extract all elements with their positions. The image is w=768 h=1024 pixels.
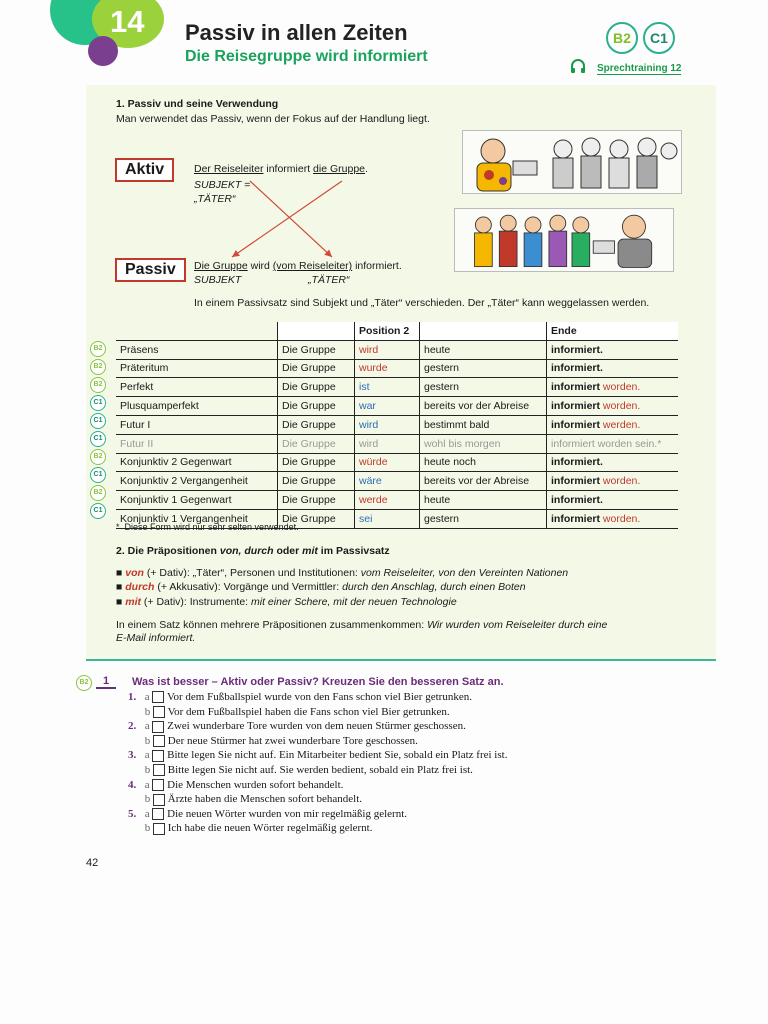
exercise-option-b[interactable]: b Ich habe die neuen Wörter regelmäßig gelernt.: [144, 822, 373, 835]
table-row: [116, 340, 678, 359]
passive-note: In einem Passivsatz sind Subjekt und „Täter“ verschieden. Der „Täter“ kann weggelassen werden.: [194, 297, 650, 309]
end-cell: [547, 359, 679, 378]
end-auxiliary: worden.: [600, 475, 641, 488]
header-position2: Position 2: [355, 322, 420, 340]
checkbox[interactable]: [152, 779, 164, 791]
checkbox[interactable]: [153, 794, 165, 806]
subject-cell: Die Gruppe: [278, 415, 355, 434]
end-cell: [547, 397, 679, 416]
tense-name: Präteritum: [116, 359, 278, 378]
position2-verb: ist: [355, 378, 420, 397]
passiv-role-taeter: „TÄTER“: [308, 274, 350, 286]
level-badge-b2: B2: [606, 22, 638, 54]
end-auxiliary: worden.: [600, 400, 641, 413]
aktiv-role-subject: SUBJEKT =: [194, 179, 251, 191]
tense-name: Konjunktiv 2 Vergangenheit: [116, 472, 278, 491]
end-auxiliary: werden.: [600, 418, 641, 431]
middle-field: bereits vor der Abreise: [420, 472, 547, 491]
subject-cell: Die Gruppe: [278, 491, 355, 510]
tense-name: Plusquamperfekt: [116, 397, 278, 416]
end-cell: [547, 340, 679, 359]
tense-name: Perfekt: [116, 378, 278, 397]
table-row: [116, 397, 678, 416]
aktiv-verb: informiert: [263, 163, 314, 175]
bullet-square-icon: ■: [116, 581, 123, 593]
middle-field: heute: [420, 491, 547, 510]
chapter-number: 14: [110, 4, 145, 39]
illustration-guide-informs-group: [462, 130, 682, 194]
middle-field: bereits vor der Abreise: [420, 397, 547, 416]
checkbox[interactable]: [152, 721, 164, 733]
level-badge: B2: [90, 449, 106, 465]
exercise-number: 1: [96, 675, 116, 689]
participle: informiert: [551, 381, 601, 394]
subject-cell: Die Gruppe: [278, 378, 355, 397]
arrow-object-to-subject: [232, 181, 342, 257]
exercise-option-a[interactable]: 1. a Vor dem Fußballspiel wurde von den Fans schon viel Bier getrunken.: [128, 691, 472, 703]
level-badge: B2: [90, 377, 106, 393]
passiv-subject: Die Gruppe: [194, 260, 248, 272]
page-title: Passiv in allen Zeiten: [185, 20, 408, 45]
end-cell: [547, 453, 679, 472]
table-row: [116, 491, 678, 510]
subject-cell: Die Gruppe: [278, 359, 355, 378]
middle-field: wohl bis morgen: [420, 434, 547, 453]
end-auxiliary: worden.: [600, 512, 641, 525]
passiv-role-subject: SUBJEKT: [194, 274, 242, 286]
level-badge: B2: [90, 485, 106, 501]
checkbox[interactable]: [152, 691, 164, 703]
aktiv-period: .: [365, 163, 368, 175]
audio-track-link[interactable]: Sprechtraining 12: [597, 63, 682, 74]
level-badge-c1: C1: [643, 22, 675, 54]
level-badge: C1: [90, 503, 106, 519]
passiv-agent: (vom Reiseleiter): [272, 260, 353, 272]
checkbox[interactable]: [153, 706, 165, 718]
checkbox[interactable]: [152, 808, 164, 820]
middle-field: bestimmt bald: [420, 415, 547, 434]
table-row: [116, 434, 678, 453]
checkbox[interactable]: [153, 823, 165, 835]
end-auxiliary: worden.: [600, 381, 641, 394]
exercise-instruction: Was ist besser – Aktiv oder Passiv? Kreuzen Sie den besseren Satz an.: [132, 676, 504, 688]
participle: informiert.: [551, 362, 603, 375]
subject-cell: Die Gruppe: [278, 434, 355, 453]
position2-verb: wird: [355, 434, 420, 453]
section2-closing-line1: In einem Satz können mehrere Präpositionen zusammenkommen: Wir wurden vom Reiseleiter durch eine: [116, 619, 608, 631]
participle: informiert: [551, 475, 601, 488]
exercise-level-badge: B2: [76, 675, 92, 691]
position2-verb: wurde: [355, 359, 420, 378]
level-badge: C1: [90, 431, 106, 447]
aktiv-object: die Gruppe: [313, 163, 365, 175]
exercise-option-a[interactable]: 2. a Zwei wunderbare Tore wurden von dem neuen Stürmer geschossen.: [128, 720, 466, 733]
arrow-subject-to-agent: [250, 181, 332, 257]
participle: informiert worden sein.*: [551, 437, 662, 450]
position2-verb: wird: [355, 340, 420, 359]
exercise-list: [128, 690, 507, 836]
exercise-option-a[interactable]: 5. a Die neuen Wörter wurden von mir regelmäßig gelernt.: [128, 807, 408, 820]
end-cell: [547, 472, 679, 491]
table-footnote: [116, 522, 299, 532]
position2-verb: wäre: [355, 472, 420, 491]
table-row: [116, 472, 678, 491]
end-cell: [547, 509, 679, 528]
passiv-sentence: [194, 260, 402, 272]
exercise-option-b[interactable]: b Der neue Stürmer hat zwei wunderbare Tore geschossen.: [144, 734, 418, 747]
participle: informiert: [551, 400, 601, 413]
section2-closing-line2: E-Mail informiert.: [116, 632, 196, 644]
middle-field: gestern: [420, 378, 547, 397]
exercise-option-b[interactable]: b Bitte legen Sie nicht auf. Sie werden bedient, sobald ein Platz frei ist.: [144, 763, 473, 776]
end-cell: [547, 415, 679, 434]
exercise-option-a[interactable]: 4. a Die Menschen wurden sofort behandelt.: [128, 778, 344, 791]
participle: informiert: [551, 512, 601, 525]
aktiv-label: Aktiv: [115, 158, 174, 182]
position2-verb: wird: [355, 415, 420, 434]
subject-cell: Die Gruppe: [278, 397, 355, 416]
participle: informiert.: [551, 494, 603, 507]
bullet-mit: ■ mit (+ Dativ): Instrumente: mit einer Schere, mit der neuen Technologie: [116, 596, 457, 608]
level-badge: C1: [90, 413, 106, 429]
level-badge: B2: [90, 341, 106, 357]
aktiv-subject: Der Reiseleiter: [194, 163, 264, 175]
subject-cell: Die Gruppe: [278, 472, 355, 491]
level-badge: C1: [90, 395, 106, 411]
subject-cell: Die Gruppe: [278, 453, 355, 472]
illustration-group-informed: [454, 208, 674, 272]
position2-verb: würde: [355, 453, 420, 472]
tense-name: Konjunktiv 2 Gegenwart: [116, 453, 278, 472]
bullet-square-icon: ■: [116, 596, 123, 608]
exercise-option-b[interactable]: b Ärzte haben die Menschen sofort behandelt.: [144, 793, 363, 806]
bullet-square-icon: ■: [116, 567, 123, 579]
end-cell: [547, 378, 679, 397]
participle: informiert: [551, 418, 601, 431]
position2-verb: war: [355, 397, 420, 416]
bullet-von: ■ von (+ Dativ): „Täter“, Personen und Institutionen: vom Reiseleiter, von den Vereinten Nationen: [116, 567, 569, 579]
tense-name: Präsens: [116, 340, 278, 359]
subject-cell: Die Gruppe: [278, 509, 355, 528]
passiv-aux: wird: [247, 260, 273, 272]
aktiv-sentence: [194, 163, 368, 175]
page-number: 42: [86, 857, 99, 869]
passiv-label: Passiv: [115, 258, 186, 282]
checkbox[interactable]: [152, 750, 164, 762]
end-cell: [547, 491, 679, 510]
aktiv-role-taeter: „TÄTER“: [194, 193, 236, 205]
level-badge: B2: [90, 359, 106, 375]
exercise-option-a[interactable]: 3. a Bitte legen Sie nicht auf. Ein Mitarbeiter bedient Sie, sobald ein Platz frei ist.: [128, 749, 508, 762]
middle-field: heute noch: [420, 453, 547, 472]
participle: informiert.: [551, 343, 603, 356]
exercise-option-b[interactable]: b Vor dem Fußballspiel haben die Fans schon viel Bier getrunken.: [144, 705, 450, 718]
middle-field: gestern: [420, 509, 547, 528]
transformation-arrows: [220, 175, 370, 265]
position2-verb: sei: [355, 509, 420, 528]
tense-name: Konjunktiv 1 Vergangenheit: [116, 509, 278, 528]
section1-heading: 1. Passiv und seine Verwendung: [116, 98, 279, 110]
section2-heading: 2. Die Präpositionen von, durch oder mit im Passivsatz: [116, 545, 390, 557]
middle-field: gestern: [420, 359, 547, 378]
header-blob-purple: [88, 36, 118, 66]
checkbox[interactable]: [153, 764, 165, 776]
section1-intro: Man verwendet das Passiv, wenn der Fokus auf der Handlung liegt.: [116, 113, 430, 125]
participle: informiert.: [551, 456, 603, 469]
table-row: [116, 415, 678, 434]
tense-name: Futur II: [116, 434, 278, 453]
level-badge: C1: [90, 467, 106, 483]
tense-name: Futur I: [116, 415, 278, 434]
table-row: [116, 453, 678, 472]
header-end: Ende: [547, 322, 679, 340]
position2-verb: werde: [355, 491, 420, 510]
footnote-text: Diese Form wird nur sehr selten verwendet.: [124, 522, 299, 532]
tense-table: [116, 322, 678, 529]
middle-field: heute: [420, 340, 547, 359]
footnote-asterisk: *: [116, 522, 125, 532]
bullet-durch: ■ durch (+ Akkusativ): Vorgänge und Vermittler: durch den Anschlag, durch einen Boten: [116, 581, 526, 593]
table-row: [116, 378, 678, 397]
subject-cell: Die Gruppe: [278, 340, 355, 359]
table-header-row: [116, 322, 678, 340]
table-row: [116, 359, 678, 378]
headphones-icon[interactable]: [570, 58, 586, 74]
end-cell: [547, 434, 679, 453]
page-subtitle: Die Reisegruppe wird informiert: [185, 48, 428, 65]
passiv-participle: informiert.: [352, 260, 402, 272]
tense-name: Konjunktiv 1 Gegenwart: [116, 491, 278, 510]
checkbox[interactable]: [153, 735, 165, 747]
